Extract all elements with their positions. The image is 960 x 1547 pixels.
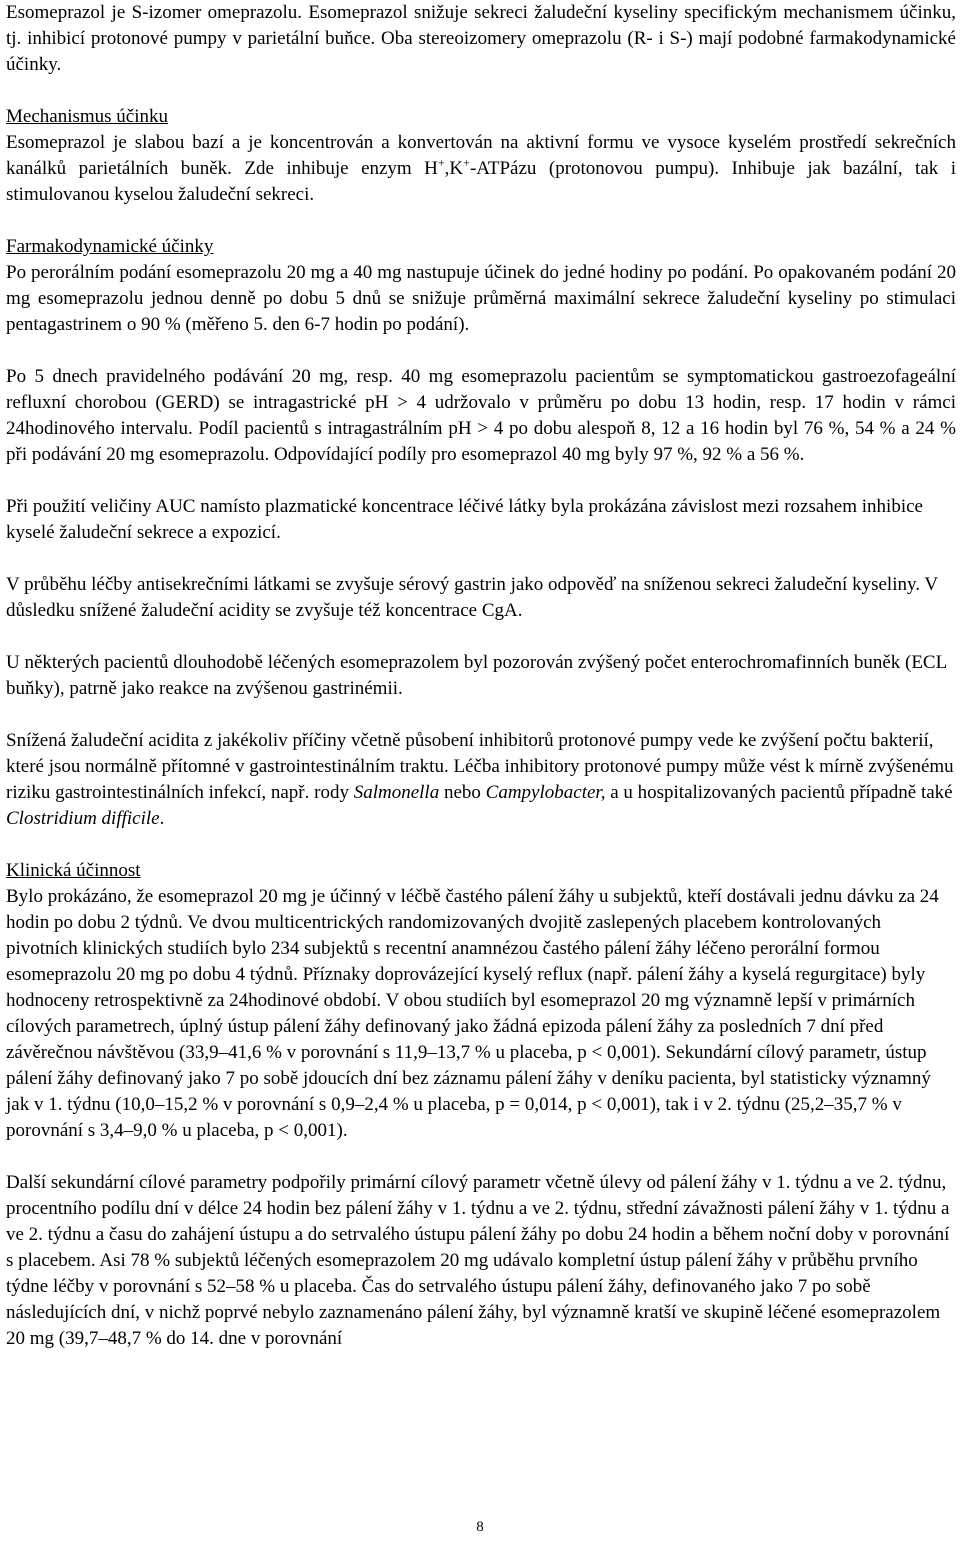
infection-text-3: a u hospitalizovaných pacientů případně také bbox=[605, 782, 953, 803]
paragraph-gap bbox=[6, 338, 956, 364]
pharmacodynamics-paragraph-5: U některých pacientů dlouhodobě léčených esomeprazolem byl pozorován zvýšený počet enterochromafinních buněk (ECL buňky), patrně jako reakce na zvýšenou gastrinémii. bbox=[6, 652, 947, 699]
infection-text-4: . bbox=[159, 808, 165, 829]
paragraph-gap bbox=[6, 78, 956, 104]
pharmacodynamics-heading: Farmakodynamické účinky bbox=[6, 236, 214, 257]
paragraph-gap bbox=[6, 546, 956, 572]
document-page bbox=[6, 0, 956, 1352]
intro-paragraph: Esomeprazol je S-izomer omeprazolu. Esomeprazol snižuje sekreci žaludeční kyseliny specifickým mechanismem účinku, tj. inhibicí protonové pumpy v parietální buňce. Oba stereoizomery omeprazolu (R- i S-) mají podobné farmakodynamické účinky. bbox=[6, 2, 956, 75]
mechanism-paragraph bbox=[6, 130, 956, 208]
mechanism-text-2: ,K bbox=[444, 158, 464, 179]
mechanism-text-3: -ATPázu (protonovou pumpu). Inhibuje jak bazální, tak i stimulovanou kyselou žaludeční sekreci. bbox=[6, 158, 956, 205]
pharmacodynamics-paragraph-1: Po perorálním podání esomeprazolu 20 mg a 40 mg nastupuje účinek do jedné hodiny po podání. Po opakovaném podání 20 mg esomeprazolu jednou denně po dobu 5 dnů se snižuje průměrná maximální sekrece žaludeční kyseliny po stimulaci pentagastrinem o 90 % (měřeno 5. den 6-7 hodin po podání). bbox=[6, 262, 956, 335]
pharmacodynamics-section bbox=[6, 234, 956, 832]
pharmacodynamics-paragraph-2: Po 5 dnech pravidelného podávání 20 mg, resp. 40 mg esomeprazolu pacientům se symptomatickou gastroezofageální refluxní chorobou (GERD) se intragastrické pH > 4 udržovalo v průměru po dobu 13 hodin, resp. 17 hodin v rámci 24hodinového intervalu. Podíl pacientů s intragastrálním pH > 4 po dobu alespoň 8, 12 a 16 hodin byl 76 %, 54 % a 24 % při podávání 20 mg esomeprazolu. Odpovídající podíly pro esomeprazol 40 mg byly 97 %, 92 % a 56 %. bbox=[6, 366, 956, 465]
superscript-plus: + bbox=[463, 155, 470, 170]
paragraph-gap bbox=[6, 208, 956, 234]
paragraph-gap bbox=[6, 1144, 956, 1170]
species-clostridium-difficile: Clostridium difficile bbox=[6, 808, 160, 829]
paragraph-gap bbox=[6, 468, 956, 494]
pharmacodynamics-paragraph-6 bbox=[6, 728, 956, 832]
infection-text-1: Snížená žaludeční acidita z jakékoliv příčiny včetně působení inhibitorů protonové pumpy vede ke zvýšení počtu bakterií, které jsou normálně přítomné v gastrointestinálním traktu. Léčba inhibitory protonové pumpy může vést k mírně zvýšenému riziku gastrointestinálních infekcí, např. rody bbox=[6, 730, 954, 803]
clinical-paragraph-1: Bylo prokázáno, že esomeprazol 20 mg je účinný v léčbě častého pálení žáhy u subjektů, kteří dostávali jednu dávku za 24 hodin po dobu 2 týdnů. Ve dvou multicentrických randomizovaných dvojitě zaslepených placebem kontrolovaných pivotních klinických studiích bylo 234 subjektů s recentní anamnézou častého pálení žáhy léčeno perorální formou esomeprazolu 20 mg po dobu 4 týdnů. Příznaky doprovázející kyselý reflux (např. pálení žáhy a kyselá regurgitace) byly hodnoceny retrospektivně za 24hodinové období. V obou studiích byl esomeprazol 20 mg významně lepší v primárních cílových parametrech, úplný ústup pálení žáhy definovaný jako žádná epizoda pálení žáhy za posledních 7 dní před závěrečnou návštěvou (33,9–41,6 % v porovnání s 11,9–13,7 % u placeba, p < 0,001). Sekundární cílový parametr, ústup pálení žáhy definovaný jako 7 po sobě jdoucích dní bez záznamu pálení žáhy v deníku pacienta, byl statisticky významný jak v 1. týdnu (10,0–15,2 % v porovnání s 0,9–2,4 % u placeba, p = 0,014, p < 0,001), tak i v 2. týdnu (25,2–35,7 % v porovnání s 3,4–9,0 % u placeba, p < 0,001). bbox=[6, 886, 939, 1141]
mechanism-heading: Mechanismus účinku bbox=[6, 106, 169, 127]
pharmacodynamics-paragraph-3: Při použití veličiny AUC namísto plazmatické koncentrace léčivé látky byla prokázána závislost mezi rozsahem inhibice kyselé žaludeční sekrece a expozicí. bbox=[6, 496, 923, 543]
clinical-section bbox=[6, 858, 956, 1352]
paragraph-gap bbox=[6, 702, 956, 728]
clinical-heading: Klinická účinnost bbox=[6, 860, 141, 881]
mechanism-section bbox=[6, 104, 956, 208]
page-number: 8 bbox=[476, 1519, 484, 1535]
mechanism-text-1: Esomeprazol je slabou bazí a je koncentrován a konvertován na aktivní formu ve vysoce kyselém prostředí sekrečních kanálků parietálních buněk. Zde inhibuje enzym H bbox=[6, 132, 956, 179]
paragraph-gap bbox=[6, 832, 956, 858]
clinical-paragraph-2: Další sekundární cílové parametry podpořily primární cílový parametr včetně úlevy od pálení žáhy v 1. týdnu a ve 2. týdnu, procentního podílu dní v délce 24 hodin bez pálení žáhy v 1. týdnu a ve 2. týdnu, střední závažnosti pálení žáhy v 1. týdnu a ve 2. týdnu a času do zahájení ústupu a do setrvalého ústupu pálení žáhy po dobu 24 hodin a během noční doby v porovnání s placebem. Asi 78 % subjektů léčených esomeprazolem 20 mg udávalo kompletní ústup pálení žáhy v průběhu prvního týdne léčby v porovnání s 52–58 % u placeba. Čas do setrvalého ústupu pálení žáhy, definovaného jako 7 po sobě následujících dní, v nichž poprvé nebylo zaznamenáno pálení žáhy, byl významně kratší ve skupině léčené esomeprazolem 20 mg (39,7–48,7 % do 14. dne v porovnání bbox=[6, 1172, 950, 1349]
paragraph-gap bbox=[6, 624, 956, 650]
superscript-plus: + bbox=[437, 155, 445, 170]
pharmacodynamics-paragraph-4: V průběhu léčby antisekrečními látkami se zvyšuje sérový gastrin jako odpověď na sníženou sekreci žaludeční kyseliny. V důsledku snížené žaludeční acidity se zvyšuje též koncentrace CgA. bbox=[6, 574, 938, 621]
infection-text-2: nebo bbox=[439, 782, 486, 803]
genus-salmonella: Salmonella bbox=[353, 782, 440, 803]
genus-campylobacter: Campylobacter, bbox=[485, 782, 606, 803]
